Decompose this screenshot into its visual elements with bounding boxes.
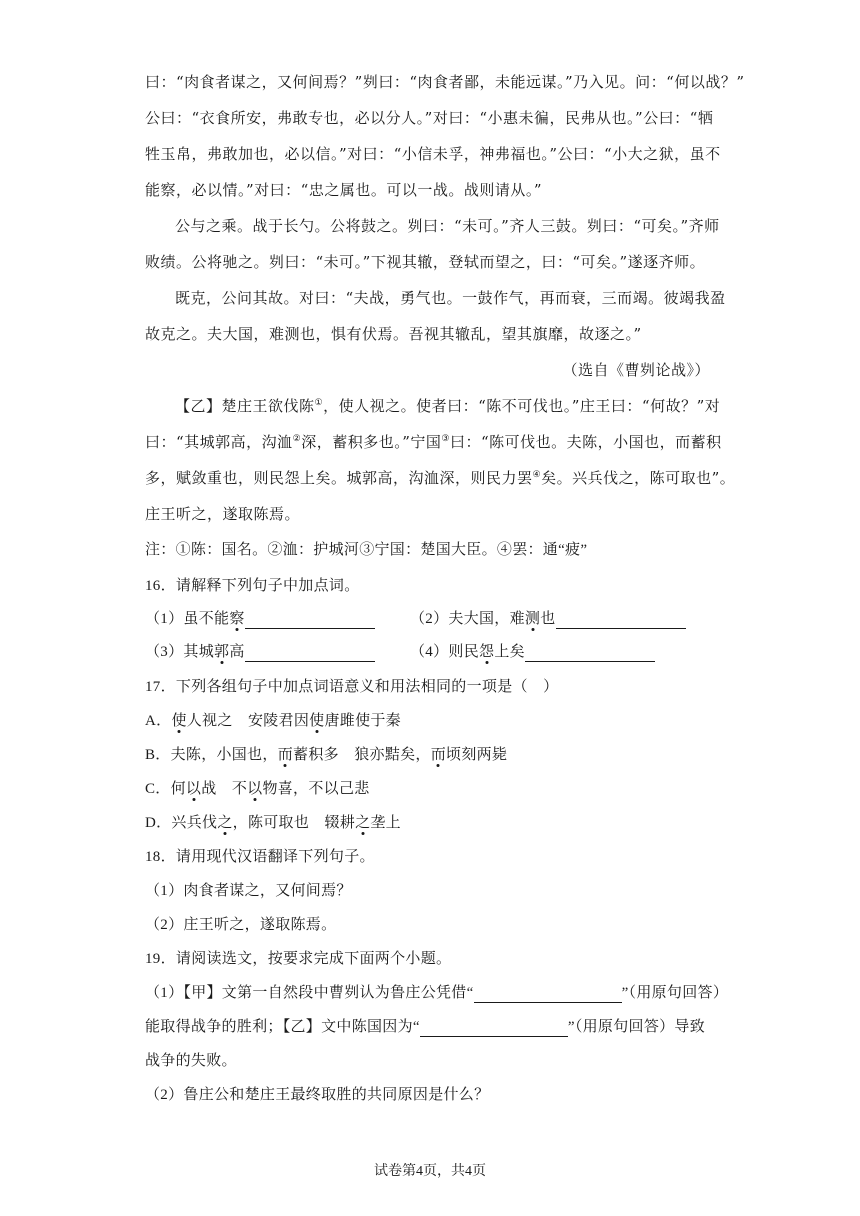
footnote-mark-2: ② xyxy=(292,434,302,444)
q17-stem: 17．下列各组句子中加点词语意义和用法相同的一项是（ ） xyxy=(145,679,559,695)
jia-source: （选自《曹刿论战》） xyxy=(562,361,710,379)
q19-answer-blank-1[interactable] xyxy=(474,986,622,1003)
q16-dotted-word-4: 怨 xyxy=(479,644,495,660)
jia-p1-line-3: 牲玉帛，弗敢加也，必以信。”对曰：“小信未孚，神弗福也。”公曰：“小大之狱，虽不 xyxy=(145,145,721,163)
q16-dotted-word-2: 测 xyxy=(524,611,541,627)
q16-stem: 16．请解释下列句子中加点词。 xyxy=(145,578,360,594)
jia-p2-line-2: 败绩。公将驰之。刿曰：“未可。”下视其辙，登轼而望之，曰：“可矣。”遂逐齐师。 xyxy=(145,253,706,271)
jia-p3-line-1: 既克，公问其故。对曰：“夫战，勇气也。一鼓作气，再而衰，三而竭。彼竭我盈 xyxy=(175,289,726,307)
q18-item-1: （1）肉食者谋之，又何间焉？ xyxy=(145,883,352,899)
footnote-mark-3: ③ xyxy=(441,434,450,444)
q16-answer-blank-3[interactable] xyxy=(245,645,375,662)
q17-option-b[interactable]: B．夫陈，小国也，而蓄积多 狼亦黠矣，而顷刻两毙 xyxy=(145,747,508,763)
q16-answer-blank-2[interactable] xyxy=(556,612,686,629)
yi-line-2: 曰：“其城郭高，沟洫②深，蓄积多也。”宁国③曰：“陈可伐也。夫陈，小国也，而蓄积 xyxy=(145,433,722,451)
q17-option-a[interactable]: A．使人视之 安陵君因使唐雎使于秦 xyxy=(145,713,401,729)
jia-p1-line-1: 曰：“肉食者谋之，又何间焉？”刿曰：“肉食者鄙，未能远谋。”乃入见。问：“何以战？” xyxy=(145,73,745,91)
q18-item-2: （2）庄王听之，遂取陈焉。 xyxy=(145,917,337,933)
jia-p1-line-4: 能察，必以情。”对曰：“忠之属也。可以一战。战则请从。” xyxy=(145,181,543,199)
q16-row-1: （1）虽不能察 （2）夫大国，难测也 xyxy=(145,609,725,629)
q16-answer-blank-1[interactable] xyxy=(245,612,375,629)
q18-stem: 18．请用现代汉语翻译下列句子。 xyxy=(145,849,375,865)
q19-stem: 19．请阅读选文，按要求完成下面两个小题。 xyxy=(145,951,452,967)
q19-item-1-line-2: 能取得战争的胜利；【乙】文中陈国因为“ ”（用原句回答）导致 xyxy=(145,1019,706,1035)
yi-line-3: 多，赋敛重也，则民怨上矣。城郭高，沟洫深，则民力罢④矣。兴兵伐之，陈可取也”。 xyxy=(145,469,736,487)
jia-p1-line-2: 公曰：“衣食所安，弗敢专也，必以分人。”对曰：“小惠未徧，民弗从也。”公曰：“牺 xyxy=(145,109,714,127)
yi-line-1: 【乙】楚庄王欲伐陈①，使人视之。使者曰：“陈不可伐也。”庄王曰：“何故？”对 xyxy=(175,397,721,415)
q16-dotted-word-3: 郭 xyxy=(214,644,230,660)
q17-option-c[interactable]: C．何以战 不以物喜，不以己悲 xyxy=(145,781,370,797)
yi-notes: 注：①陈：国名。②洫：护城河③宁国：楚国大臣。④罢：通“疲” xyxy=(145,542,588,558)
q19-item-1-line-3: 战争的失败。 xyxy=(145,1053,237,1069)
q16-row-2: （3）其城郭高 （4）则民怨上矣 xyxy=(145,642,725,662)
footnote-mark-4: ④ xyxy=(532,470,542,480)
q19-item-1-line-1: （1）【甲】文第一自然段中曹刿认为鲁庄公凭借“ ”（用原句回答） xyxy=(145,985,729,1001)
page-footer: 试卷第4页，共4页 xyxy=(374,1164,486,1179)
jia-p3-line-2: 故克之。夫大国，难测也，惧有伏焉。吾视其辙乱，望其旗靡，故逐之。” xyxy=(145,325,642,343)
footnote-mark-1: ① xyxy=(314,398,324,408)
q16-dotted-word-1: 察 xyxy=(229,611,245,627)
q19-item-2: （2）鲁庄公和楚庄王最终取胜的共同原因是什么？ xyxy=(145,1087,490,1103)
q19-answer-blank-2[interactable] xyxy=(420,1020,568,1037)
jia-p2-line-1: 公与之乘。战于长勺。公将鼓之。刿曰：“未可。”齐人三鼓。刿曰：“可矣。”齐师 xyxy=(175,217,720,235)
yi-line-4: 庄王听之，遂取陈焉。 xyxy=(145,505,301,523)
q17-option-d[interactable]: D．兴兵伐之，陈可取也 辍耕之垄上 xyxy=(145,815,401,831)
q16-answer-blank-4[interactable] xyxy=(525,645,655,662)
